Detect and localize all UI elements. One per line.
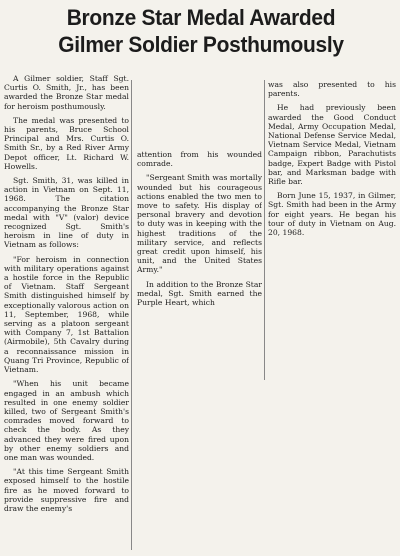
article-column-3: [268, 80, 396, 242]
paragraph: "When his unit became engaged in an ambush which resulted in one enemy soldier killed, two of Sergeant Smith's comrades moved forward to check the body. As they advanced they were fired upon by other enemy soldiers and one man was wounded.: [4, 379, 129, 462]
headline: [20, 4, 383, 58]
paragraph: attention from his wounded comrade.: [137, 150, 262, 169]
article-column-2: [137, 150, 262, 312]
paragraph: Born June 15, 1937, in Gilmer, Sgt. Smith had been in the Army for eight years. He began his tour of duty in Vietnam on Aug. 20, 1968.: [268, 191, 396, 238]
paragraph: "For heroism in connection with military operations against a hostile force in the Republic of Vietnam. Staff Sergeant Smith distinguished himself by exceptionally valorous action on 11, September, 1968, while serving as a platoon sergeant with Company 7, 1st Battalion (Airmobile), 5th Cavalry during a reconnaissance mission in Quang Tri Province, Republic of Vietnam.: [4, 254, 129, 375]
headline-line-1: Bronze Star Medal Awarded: [66, 5, 336, 30]
paragraph: The medal was presented to his parents, Bruce School Principal and Mrs. Curtis O. Smith Sr., by a Red River Army Depot officer, Lt. Richard W. Howells.: [4, 115, 129, 171]
column-rule-1: [131, 80, 132, 550]
column-rule-2: [264, 80, 265, 380]
paragraph: was also presented to his parents.: [268, 80, 396, 99]
article-column-1: [4, 74, 129, 518]
paragraph: A Gilmer soldier, Staff Sgt. Curtis O. Smith, Jr., has been awarded the Bronze Star medal for heroism posthumously.: [4, 74, 129, 111]
paragraph: "At this time Sergeant Smith exposed himself to the hostile fire as he moved forward to provide suppressive fire and draw the enemy's: [4, 467, 129, 513]
headline-line-2: Gilmer Soldier Posthumously: [58, 32, 344, 57]
paragraph: "Sergeant Smith was mortally wounded but his courageous actions enabled the two men to move to safety. His display of personal bravery and devotion to duty was in keeping with the highest traditions of the military service, and reflects great credit upon himself, his unit, and the United States Army.": [137, 173, 262, 275]
paragraph: He had previously been awarded the Good Conduct Medal, Army Occupation Medal, National Defense Service Medal, Vietnam Service Medal, Vietnam Campaign ribbon, Parachutists badge, Expert Badge with Pistol bar, and Marksman badge with Rifle bar.: [268, 103, 396, 187]
paragraph: Sgt. Smith, 31, was killed in action in Vietnam on Sept. 11, 1968. The citation accompanying the Bronze Star medal with "V" (valor) device recognized Sgt. Smith's heroism in line of duty in Vietnam as follows:: [4, 176, 129, 250]
paragraph: In addition to the Bronze Star medal, Sgt. Smith earned the Purple Heart, which: [137, 279, 262, 308]
